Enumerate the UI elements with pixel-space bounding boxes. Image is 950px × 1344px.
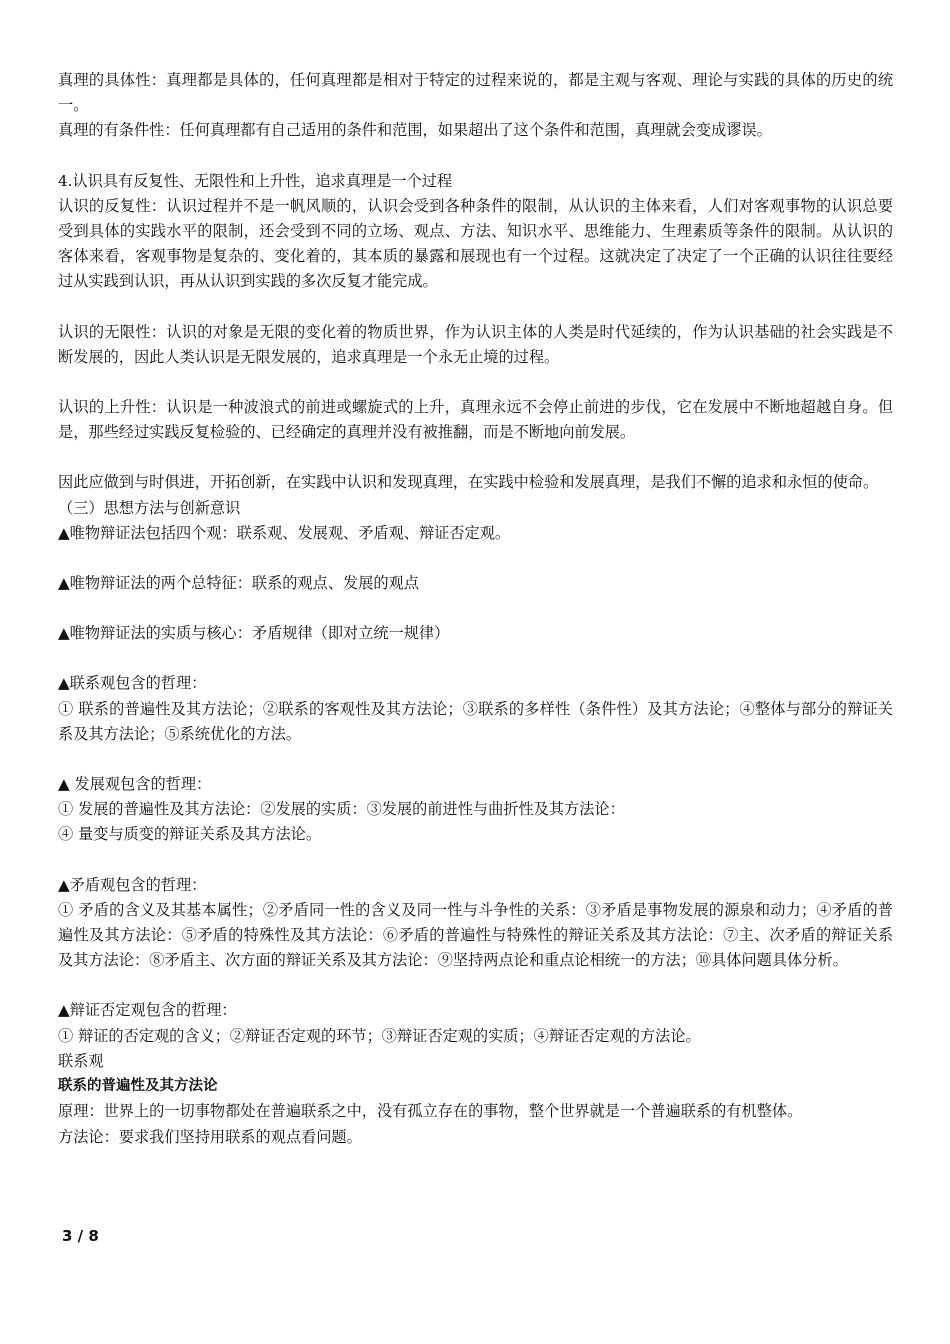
spacer	[58, 445, 893, 470]
paragraph-methodology: 方法论：要求我们坚持用联系的观点看问题。	[58, 1127, 362, 1146]
contradiction-view-list: ① 矛盾的含义及其基本属性；②矛盾同一性的含义及同一性与斗争性的关系：③矛盾是事物发展的源泉和动力；④矛盾的普遍性及其方法论：⑤矛盾的特殊性及其方法论：⑥矛盾的普遍性与特殊性的辩证关系及其方法论：⑦主、次矛盾的辩证关系及其方法论：⑧矛盾主、次方面的辩证关系及其方法论：⑨坚持两点论和重点论相统一的方法；⑩具体问题具体分析。	[58, 900, 893, 970]
paragraph-cognition-repetitiveness: 认识的反复性：认识过程并不是一帆风顺的，认识会受到各种条件的限制，从认识的主体来看，人们对客观事物的认识总要受到具体的实践水平的限制，还会受到不同的立场、观点、方法、知识水平、思维能力、生理素质等条件的限制。从认识的客体来看，客观事物是复杂的、变化着的，其本质的暴露和展现也有一个过程。这就决定了决定了一个正确的认识往往要经过从实践到认识，再从认识到实践的多次反复才能完成。	[58, 196, 893, 291]
page-number: 3 / 8	[62, 1227, 99, 1245]
subheading-connection-view: 联系观	[58, 1051, 104, 1070]
connection-view-list: ① 联系的普遍性及其方法论；②联系的客观性及其方法论；③联系的多样性（条件性）及其方法论；④整体与部分的辩证关系及其方法论；⑤系统优化的方法。	[58, 699, 893, 743]
bullet-two-features: ▲唯物辩证法的两个总特征：联系的观点、发展的观点	[58, 574, 419, 593]
bullet-essence-core: ▲唯物辩证法的实质与核心：矛盾规律（即对立统一规律）	[58, 624, 450, 643]
negation-view-list: ① 辩证的否定观的含义；②辩证否定观的环节；③辩证否定观的实质；④辩证否定观的方法论。	[58, 1026, 701, 1045]
paragraph-truth-conditionality: 真理的有条件性：任何真理都有自己适用的条件和范围，如果超出了这个条件和范围，真理就会变成谬误。	[58, 121, 772, 140]
development-view-list-1: ① 发展的普遍性及其方法论：②发展的实质：③发展的前进性与曲折性及其方法论：	[58, 800, 625, 819]
spacer	[58, 973, 893, 998]
spacer	[58, 848, 893, 873]
spacer	[58, 546, 893, 571]
bullet-contradiction-view-heading: ▲矛盾观包含的哲理：	[58, 875, 207, 894]
spacer	[58, 370, 893, 395]
development-view-list-2: ④ 量变与质变的辩证关系及其方法论。	[58, 825, 322, 844]
spacer	[58, 646, 893, 671]
bullet-connection-view-heading: ▲联系观包含的哲理：	[58, 674, 207, 693]
paragraph-cognition-infinity: 认识的无限性：认识的对象是无限的变化着的物质世界，作为认识主体的人类是时代延续的，作为认识基础的社会实践是不断发展的，因此人类认识是无限发展的，追求真理是一个永无止境的过程。	[58, 322, 893, 366]
paragraph-principle: 原理：世界上的一切事物都处在普遍联系之中，没有孤立存在的事物，整个世界就是一个普遍联系的有机整体。	[58, 1102, 803, 1121]
spacer	[58, 596, 893, 621]
document-body	[58, 68, 893, 1150]
bullet-development-view-heading: ▲ 发展观包含的哲理：	[58, 775, 212, 794]
spacer	[58, 747, 893, 772]
paragraph-conclusion: 因此应做到与时俱进，开拓创新，在实践中认识和发现真理，在实践中检验和发展真理，是我们不懈的追求和永恒的使命。	[58, 473, 879, 492]
paragraph-cognition-ascending: 认识的上升性：认识是一种波浪式的前进或螺旋式的上升，真理永远不会停止前进的步伐，它在发展中不断地超越自身。但是，那些经过实践反复检验的、已经确定的真理并没有被推翻，而是不断地向前发展。	[58, 398, 893, 442]
bullet-negation-view-heading: ▲辩证否定观包含的哲理：	[58, 1001, 237, 1020]
spacer	[58, 295, 893, 320]
spacer	[58, 144, 893, 169]
heading-cognition-process: 4.认识具有反复性、无限性和上升性，追求真理是一个过程	[58, 171, 453, 190]
section-heading-thinking-methods: （三）思想方法与创新意识	[58, 498, 241, 517]
bullet-four-views: ▲唯物辩证法包括四个观：联系观、发展观、矛盾观、辩证否定观。	[58, 523, 511, 542]
subheading-universality-of-connection: 联系的普遍性及其方法论	[58, 1078, 218, 1095]
paragraph-truth-concreteness: 真理的具体性：真理都是具体的，任何真理都是相对于特定的过程来说的，都是主观与客观、理论与实践的具体的历史的统一。	[58, 71, 893, 115]
